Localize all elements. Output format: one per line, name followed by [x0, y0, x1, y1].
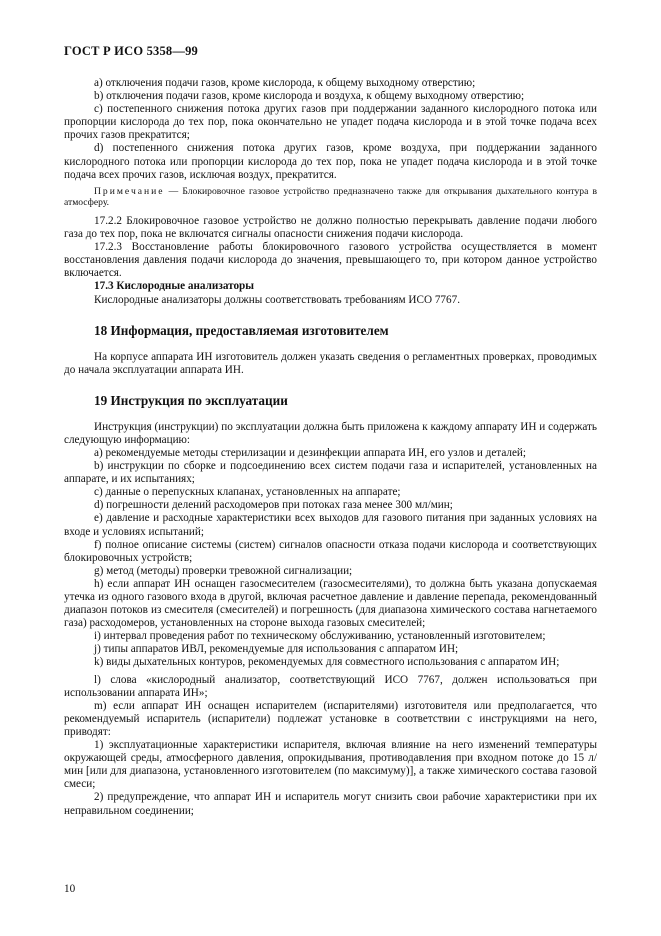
paragraph: 17.2.3 Восстановление работы блокировочного газового устройства осуществляется в момент восстановления давления подачи кислорода до значения, превышающего то, при котором данное устройство включается.	[64, 241, 597, 280]
paragraph: 17.2.2 Блокировочное газовое устройство не должно полностью перекрывать давление подачи любого газа до тех пор, пока не включатся сигналы опасности снижения подачи кислорода.	[64, 214, 597, 241]
document-page	[64, 44, 597, 818]
paragraph: a) отключения подачи газов, кроме кислорода, к общему выходному отверстию;	[94, 77, 476, 89]
list-item: l) слова «кислородный анализатор, соответствующий ИСО 7767, должен использоваться при использовании аппарата ИН»;	[64, 673, 597, 699]
list-item: e) давление и расходные характеристики всех выходов для газового питания при заданных условиях на входе и условиях испытаний;	[64, 512, 597, 538]
section-17-2-2-3	[64, 215, 597, 280]
paragraph: На корпусе аппарата ИН изготовитель должен указать сведения о регламентных проверках, проводимых до начала эксплуатации аппарата ИН.	[64, 350, 597, 376]
section-17-2-1-list	[64, 77, 597, 182]
paragraph: Инструкция (инструкции) по эксплуатации должна быть приложена к каждому аппарату ИН и содержать следующую информацию:	[64, 420, 597, 446]
list-item: a) рекомендуемые методы стерилизации и дезинфекции аппарата ИН, его узлов и деталей;	[94, 446, 527, 459]
section-19-list	[64, 421, 597, 818]
subsection-heading-17-3: 17.3 Кислородные анализаторы	[94, 280, 255, 293]
list-item: c) данные о перепускных клапанах, установленных на аппарате;	[94, 486, 401, 499]
note-text: — Блокировочное газовое устройство предназначено также для открывания дыхательного контура в атмосферу.	[64, 185, 597, 209]
list-item: h) если аппарат ИН оснащен газосмесителем (газосмесителями), то должна быть указана допускаемая утечка из одного газового входа в другой, включая расчетное давление и давление перепада, рекомендованный диапазон потоков из смесителя (смесителей) и погрешность (для диапазона химического состава нагнетаемого газа) расходомеров, установленных на стороне выхода газовых смесителей;	[64, 577, 597, 630]
note	[64, 186, 597, 209]
paragraph: Кислородные анализаторы должны соответствовать требованиям ИСО 7767.	[94, 293, 461, 306]
paragraph: c) постепенного снижения потока других газов при поддержании заданного кислородного потока или пропорции кислорода до тех пор, пока окончательно не упадет подача кислорода и в этой точке подача всех прочих газов прекратится;	[64, 103, 597, 142]
paragraph: b) отключения подачи газов, кроме кислорода и воздуха, к общему выходному отверстию;	[94, 90, 525, 103]
list-item: i) интервал проведения работ по техническому обслуживанию, установленный изготовителем;	[94, 630, 546, 643]
list-item: m) если аппарат ИН оснащен испарителем (испарителями) изготовителя или предполагается, что рекомендуемый испаритель (испарители) подлежат установке в соответствии с инструкциями на него, приводят:	[64, 699, 597, 738]
list-item: g) метод (методы) проверки тревожной сигнализации;	[94, 564, 353, 577]
section-heading-18: 18 Информация, предоставляемая изготовителем	[94, 322, 389, 338]
list-item: f) полное описание системы (систем) сигналов опасности отказа подачи кислорода и соответствующих блокировочных устройств;	[64, 538, 597, 564]
document-header: ГОСТ Р ИСО 5358—99	[64, 44, 198, 58]
section-heading-19: 19 Инструкция по эксплуатации	[94, 392, 288, 408]
list-item: d) погрешности делений расходомеров при потоках газа менее 300 мл/мин;	[94, 499, 453, 512]
page-number: 10	[64, 883, 76, 895]
list-item: j) типы аппаратов ИВЛ, рекомендуемые для использования с аппаратом ИН;	[94, 643, 459, 656]
note-label: Примечание	[94, 185, 165, 197]
list-item: 1) эксплуатационные характеристики испарителя, включая влияние на него изменений температуры окружающей среды, атмосферного давления, опрокидывания, противодавления при входном потоке до 15 л/мин [или для диапазона, установленного изготовителем (по максимуму)], а также химического состава газовой смеси;	[64, 739, 597, 791]
list-item: k) виды дыхательных контуров, рекомендуемых для совместного использования с аппаратом ИН;	[94, 656, 560, 669]
list-item: b) инструкции по сборке и подсоединению всех систем подачи газа и испарителей, установленных на аппарате, и их испытаниях;	[64, 460, 597, 486]
list-item: 2) предупреждение, что аппарат ИН и испаритель могут снизить свои рабочие характеристики при их неправильном соединении;	[64, 791, 597, 817]
paragraph: d) постепенного снижения потока других газов, кроме воздуха, при поддержании заданного кислородного потока или пропорции кислорода до тех пор, пока не упадет подача кислорода и в этой точке подача всех прочих газов, исключая воздух, прекратится.	[64, 142, 597, 181]
